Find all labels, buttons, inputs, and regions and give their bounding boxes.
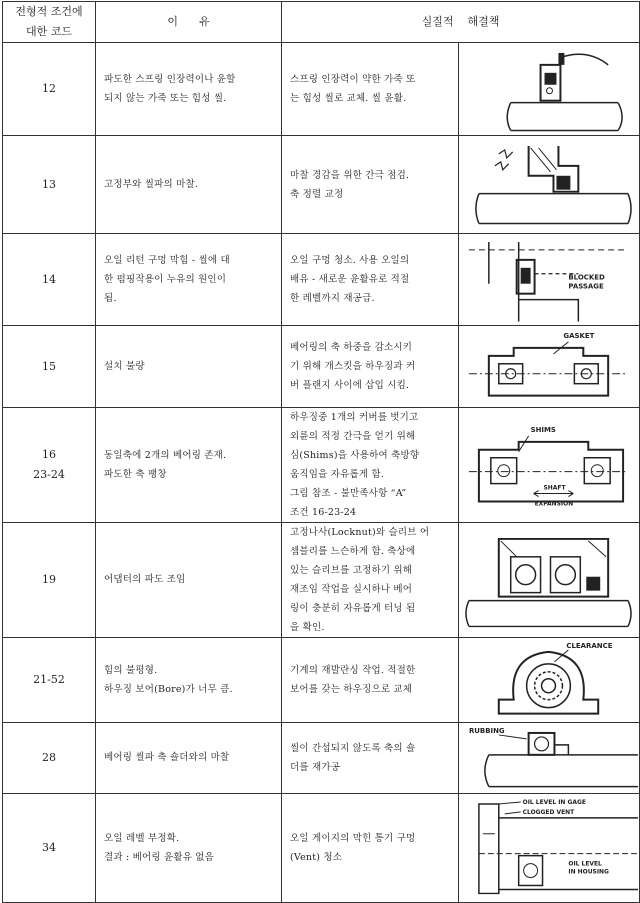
table-row [3, 326, 640, 408]
svg-text:BLOCKED: BLOCKED [568, 273, 605, 282]
svg-text:CLEARANCE: CLEARANCE [566, 641, 613, 650]
row-reason: 파도한 스프링 인장력이나 윤할 되지 않는 가죽 또는 힘성 씰. [96, 43, 282, 136]
row-reason: 오일 리턴 구멍 막힘 - 씰에 대 한 펌핑작용이 누유의 원인이 됨. [96, 233, 282, 325]
row-reason: 설치 불량 [96, 326, 282, 408]
row-reason: 힘의 불평형. 하우징 보어(Bore)가 너무 큼. [96, 637, 282, 722]
row-solution: 베어링의 축 하중을 감소시키 기 위해 개스킷을 하우징과 커 버 플랜지 사이에 삽입 시킴. [282, 326, 459, 408]
table-row [3, 637, 640, 722]
seal-rubbing-icon [459, 136, 640, 233]
table-row [3, 407, 640, 522]
table-row [3, 233, 640, 325]
row-solution: 마찰 경감을 위한 간극 점검. 축 정렬 교정 [282, 136, 459, 233]
svg-text:PASSAGE: PASSAGE [568, 282, 604, 291]
row-reason: 고정부와 씰파의 마찰. [96, 136, 282, 233]
svg-text:CLOGGED VENT: CLOGGED VENT [522, 808, 575, 816]
row-reason: 동일축에 2개의 베어링 존재. 파도한 축 팽창 [96, 407, 282, 522]
row-solution: 오일 구멍 청소. 사용 오일의 배유 - 새로운 윤활유로 적절 한 레벨까지 재공급. [282, 233, 459, 325]
svg-text:IN HOUSING: IN HOUSING [568, 868, 609, 876]
svg-text:GASKET: GASKET [563, 332, 595, 341]
header-code: 전형적 조건에 대한 코드 [3, 2, 96, 43]
row-code: 12 [3, 43, 96, 136]
table-row [3, 136, 640, 233]
shims-expansion-icon [459, 407, 640, 522]
row-solution: 씰이 간섭되지 않도록 축의 숄 더를 재가공 [282, 722, 459, 794]
table-row [3, 722, 640, 794]
blocked-passage-icon [459, 233, 640, 325]
row-reason: 베어링 씰파 축 숄더와의 마찰 [96, 722, 282, 794]
row-code: 28 [3, 722, 96, 794]
troubleshooting-table [2, 1, 640, 903]
header-row [3, 2, 640, 43]
row-code: 15 [3, 326, 96, 408]
row-solution: 하우징중 1개의 커버를 벗기고 외륜의 적정 간극을 얻기 위해 심(Shims)을 사용하여 축방향 움직임을 자유롭게 함. 그림 참조 - 불만족사항 “A” 조건 16-23-24 [282, 407, 459, 522]
table-row [3, 522, 640, 637]
svg-text:OIL LEVEL: OIL LEVEL [568, 860, 602, 868]
header-solution: 실질적 해결책 [282, 2, 640, 43]
oil-level-icon [459, 794, 640, 903]
row-solution: 스프링 인장력이 약한 가죽 또 는 힘성 씰로 교체. 씰 윤활. [282, 43, 459, 136]
row-solution: 기계의 재발란싱 작업. 적절한 보어를 갖는 하우징으로 교체 [282, 637, 459, 722]
svg-text:RUBBING: RUBBING [468, 726, 505, 735]
row-code: 14 [3, 233, 96, 325]
row-code: 13 [3, 136, 96, 233]
svg-text:SHIMS: SHIMS [530, 426, 556, 435]
row-solution: 고정나사(Locknut)와 슬리브 어 셈블리를 느슨하게 함. 축상에 있는 슬리브를 고정하기 위해 재조임 작업을 실시하나 베어 링이 충분히 자유롭게 터닝 됨 을 확인. [282, 522, 459, 637]
row-code: 19 [3, 522, 96, 637]
row-code: 16 23-24 [3, 407, 96, 522]
svg-text:SHAFT: SHAFT [543, 484, 566, 492]
seal-spring-icon [459, 43, 640, 136]
row-reason: 오일 레벨 부정확. 결과 : 베어링 윤활유 없음 [96, 794, 282, 903]
gasket-housing-icon [459, 326, 640, 408]
adapter-sleeve-icon [459, 522, 640, 637]
row-reason: 어댑터의 파도 조임 [96, 522, 282, 637]
row-code: 21-52 [3, 637, 96, 722]
svg-text:OIL LEVEL IN GAGE: OIL LEVEL IN GAGE [522, 799, 586, 807]
header-reason: 이 유 [96, 2, 282, 43]
table-row [3, 794, 640, 903]
table-row [3, 43, 640, 136]
row-code: 34 [3, 794, 96, 903]
row-solution: 오일 게이지의 막힌 통기 구멍 (Vent) 청소 [282, 794, 459, 903]
clearance-housing-icon [459, 637, 640, 722]
svg-text:EXPANSION: EXPANSION [534, 500, 574, 508]
rubbing-shoulder-icon [459, 722, 640, 794]
